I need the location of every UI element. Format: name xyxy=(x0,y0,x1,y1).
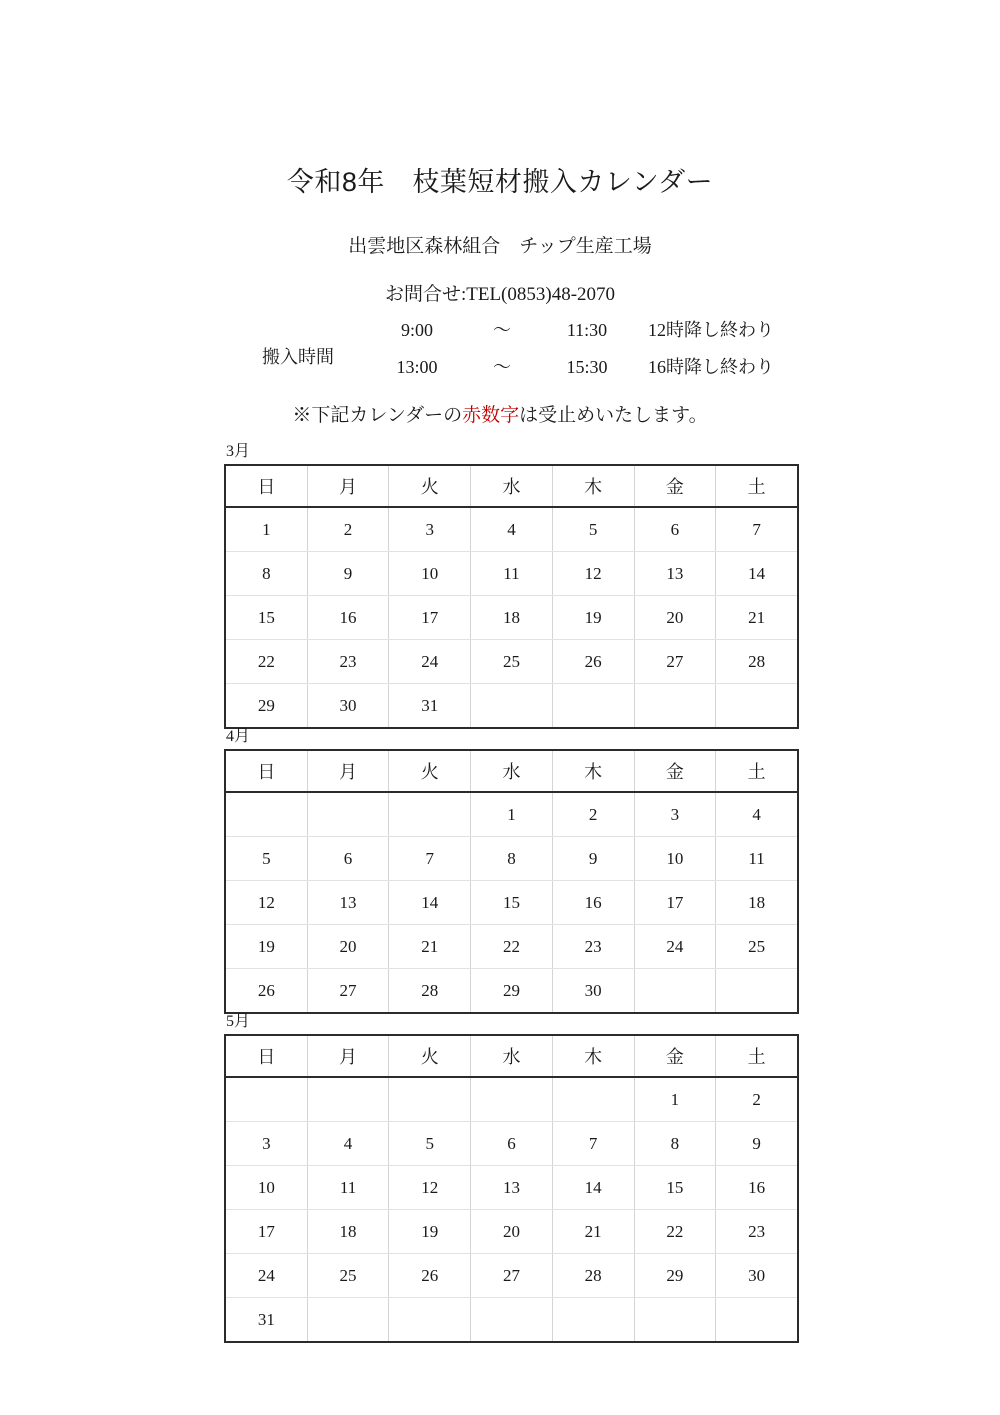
calendar-day-empty xyxy=(552,1077,634,1122)
hours-end-time: 15:30 xyxy=(566,357,608,377)
calendar-day-closed: 22 xyxy=(225,640,307,684)
calendar-day-closed: 31 xyxy=(225,1298,307,1343)
contact-telephone: お問合せ:TEL(0853)48-2070 xyxy=(384,284,616,305)
calendar-day-closed: 12 xyxy=(225,881,307,925)
calendar-day-closed: 30 xyxy=(307,684,389,729)
weekday-header-1: 月 xyxy=(307,1035,389,1077)
calendar-day-open: 28 xyxy=(552,1254,634,1298)
calendar-day-closed: 6 xyxy=(471,1122,553,1166)
calendar-head xyxy=(225,1035,798,1077)
calendar-day-open: 6 xyxy=(634,507,716,552)
calendar-day-closed: 1 xyxy=(471,792,553,837)
weekday-header-row xyxy=(225,750,798,792)
month-section-march xyxy=(224,442,775,729)
calendar-week-row xyxy=(225,552,798,596)
calendar-day-empty xyxy=(389,1077,471,1122)
calendar-day-open: 11 xyxy=(307,1166,389,1210)
calendar-day-empty xyxy=(634,684,716,729)
calendar-day-open: 26 xyxy=(389,1254,471,1298)
weekday-header-1: 月 xyxy=(307,465,389,507)
calendar-day-empty xyxy=(471,1298,553,1343)
calendar-day-open: 26 xyxy=(552,640,634,684)
calendar-day-closed: 17 xyxy=(225,1210,307,1254)
calendar-day-empty xyxy=(552,1298,634,1343)
calendar-day-empty xyxy=(471,684,553,729)
calendar-day-open: 28 xyxy=(389,969,471,1014)
calendar-week-row xyxy=(225,640,798,684)
calendar-day-empty xyxy=(716,969,798,1014)
notice-text-before: ※下記カレンダーの xyxy=(292,405,463,426)
notice-highlight: 赤数字 xyxy=(462,405,520,426)
calendar-day-closed: 19 xyxy=(225,925,307,969)
calendar-day-open: 20 xyxy=(307,925,389,969)
weekday-header-row xyxy=(225,1035,798,1077)
calendar-body xyxy=(225,792,798,1013)
calendar-day-closed: 23 xyxy=(716,1210,798,1254)
weekday-header-0: 日 xyxy=(225,465,307,507)
calendar-day-closed: 5 xyxy=(552,507,634,552)
calendar-day-closed: 7 xyxy=(716,507,798,552)
calendar-day-open: 22 xyxy=(634,1210,716,1254)
hours-note: 16時降し終わり xyxy=(648,357,774,377)
weekday-header-2: 火 xyxy=(389,465,471,507)
calendar-day-closed: 31 xyxy=(389,684,471,729)
weekday-header-0: 日 xyxy=(225,1035,307,1077)
calendar-day-open: 29 xyxy=(634,1254,716,1298)
calendar-body xyxy=(225,507,798,728)
calendar-day-open: 13 xyxy=(634,552,716,596)
calendar-day-open: 18 xyxy=(471,596,553,640)
calendar-day-closed: 20 xyxy=(634,596,716,640)
month-section-april xyxy=(224,727,775,1014)
weekday-header-6: 土 xyxy=(716,465,798,507)
calendar-day-closed: 14 xyxy=(716,552,798,596)
calendar-day-closed: 2 xyxy=(552,792,634,837)
calendar-day-open: 13 xyxy=(307,881,389,925)
calendar-day-open: 14 xyxy=(389,881,471,925)
calendar-day-open: 25 xyxy=(307,1254,389,1298)
weekday-header-2: 火 xyxy=(389,750,471,792)
weekday-header-3: 水 xyxy=(471,1035,553,1077)
calendar-day-closed: 4 xyxy=(471,507,553,552)
calendar-head xyxy=(225,750,798,792)
weekday-header-row xyxy=(225,465,798,507)
calendar-day-open: 24 xyxy=(389,640,471,684)
hours-end-time: 11:30 xyxy=(566,320,608,340)
calendar-day-open: 17 xyxy=(634,881,716,925)
calendar-day-empty xyxy=(716,684,798,729)
calendar-day-empty xyxy=(389,1298,471,1343)
calendar-day-closed: 3 xyxy=(389,507,471,552)
calendar-day-closed: 29 xyxy=(225,684,307,729)
calendar-day-open: 24 xyxy=(634,925,716,969)
calendar-day-closed: 7 xyxy=(552,1122,634,1166)
calendar-day-closed: 4 xyxy=(307,1122,389,1166)
calendar-day-open: 7 xyxy=(389,837,471,881)
calendar-day-open: 19 xyxy=(552,596,634,640)
page-title xyxy=(0,160,1000,199)
delivery-hours-rows xyxy=(374,316,784,390)
calendar-body xyxy=(225,1077,798,1342)
calendar-day-open: 30 xyxy=(552,969,634,1014)
month-label: 4月 xyxy=(226,728,251,745)
calendar-day-open: 9 xyxy=(552,837,634,881)
calendar-week-row xyxy=(225,1210,798,1254)
weekday-header-3: 水 xyxy=(471,465,553,507)
calendar-day-open: 21 xyxy=(552,1210,634,1254)
calendar-day-closed: 9 xyxy=(716,1122,798,1166)
calendar-day-open: 12 xyxy=(389,1166,471,1210)
calendar-day-empty xyxy=(307,1298,389,1343)
calendar-day-closed: 3 xyxy=(634,792,716,837)
page-title-main: 枝葉短材搬入カレンダー xyxy=(384,167,714,197)
hours-range-separator: 〜 xyxy=(493,320,511,340)
weekday-header-6: 土 xyxy=(716,1035,798,1077)
calendar-day-open: 25 xyxy=(471,640,553,684)
weekday-header-5: 金 xyxy=(634,1035,716,1077)
hours-start-time: 13:00 xyxy=(396,357,438,377)
calendar-day-closed: 8 xyxy=(225,552,307,596)
calendar-week-row xyxy=(225,969,798,1014)
calendar-day-open: 16 xyxy=(307,596,389,640)
calendar-day-closed: 2 xyxy=(307,507,389,552)
weekday-header-4: 木 xyxy=(552,1035,634,1077)
calendar-day-closed: 1 xyxy=(225,507,307,552)
calendar-day-closed: 1 xyxy=(634,1077,716,1122)
calendar-day-empty xyxy=(307,792,389,837)
month-label: 5月 xyxy=(226,1013,251,1030)
calendar-week-row xyxy=(225,1122,798,1166)
calendar-week-row xyxy=(225,792,798,837)
weekday-header-3: 水 xyxy=(471,750,553,792)
calendar-week-row xyxy=(225,881,798,925)
month-section-may xyxy=(224,1012,775,1343)
organization-name: 出雲地区森林組合 チップ生産工場 xyxy=(348,236,652,257)
calendar-day-open: 21 xyxy=(389,925,471,969)
page-title-era: 令和8年 xyxy=(286,167,385,197)
closed-days-notice xyxy=(0,400,1000,427)
weekday-header-6: 土 xyxy=(716,750,798,792)
calendar-table-march xyxy=(224,464,799,729)
calendar-day-open: 11 xyxy=(471,552,553,596)
calendar-day-open: 6 xyxy=(307,837,389,881)
calendar-week-row xyxy=(225,1077,798,1122)
calendar-day-open: 19 xyxy=(389,1210,471,1254)
calendar-day-closed: 16 xyxy=(716,1166,798,1210)
calendar-day-closed: 21 xyxy=(716,596,798,640)
weekday-header-2: 火 xyxy=(389,1035,471,1077)
hours-range-separator: 〜 xyxy=(493,357,511,377)
calendar-day-open: 17 xyxy=(389,596,471,640)
calendar-week-row xyxy=(225,1254,798,1298)
calendar-day-open: 10 xyxy=(389,552,471,596)
calendar-week-row xyxy=(225,684,798,729)
calendar-day-open: 9 xyxy=(307,552,389,596)
calendar-day-empty xyxy=(225,792,307,837)
calendar-day-open: 10 xyxy=(634,837,716,881)
calendar-day-empty xyxy=(716,1298,798,1343)
calendar-day-closed: 2 xyxy=(716,1077,798,1122)
calendar-day-open: 27 xyxy=(307,969,389,1014)
calendar-day-closed: 28 xyxy=(716,640,798,684)
notice-text-after: は受止めいたします。 xyxy=(519,405,708,426)
calendar-day-empty xyxy=(552,684,634,729)
calendar-day-closed: 5 xyxy=(225,837,307,881)
delivery-hours-row xyxy=(374,353,784,390)
calendar-day-closed: 11 xyxy=(716,837,798,881)
calendar-day-empty xyxy=(634,1298,716,1343)
calendar-day-closed: 4 xyxy=(716,792,798,837)
calendar-day-closed: 8 xyxy=(634,1122,716,1166)
calendar-table-may xyxy=(224,1034,799,1343)
calendar-day-empty xyxy=(471,1077,553,1122)
calendar-week-row xyxy=(225,1298,798,1343)
weekday-header-5: 金 xyxy=(634,465,716,507)
calendar-head xyxy=(225,465,798,507)
calendar-day-closed: 29 xyxy=(471,969,553,1014)
calendar-day-open: 23 xyxy=(307,640,389,684)
calendar-day-open: 18 xyxy=(307,1210,389,1254)
calendar-table-april xyxy=(224,749,799,1014)
calendar-week-row xyxy=(225,1166,798,1210)
calendar-day-open: 14 xyxy=(552,1166,634,1210)
weekday-header-5: 金 xyxy=(634,750,716,792)
calendar-day-open: 15 xyxy=(634,1166,716,1210)
hours-start-time: 9:00 xyxy=(400,320,433,340)
calendar-day-open: 16 xyxy=(552,881,634,925)
calendar-day-open: 23 xyxy=(552,925,634,969)
calendar-day-closed: 18 xyxy=(716,881,798,925)
calendar-day-open: 13 xyxy=(471,1166,553,1210)
weekday-header-4: 木 xyxy=(552,750,634,792)
weekday-header-4: 木 xyxy=(552,465,634,507)
month-label: 3月 xyxy=(226,443,251,460)
calendar-week-row xyxy=(225,507,798,552)
calendar-day-closed: 10 xyxy=(225,1166,307,1210)
calendar-day-closed: 15 xyxy=(225,596,307,640)
calendar-day-empty xyxy=(307,1077,389,1122)
calendar-day-open: 27 xyxy=(471,1254,553,1298)
calendar-day-open: 12 xyxy=(552,552,634,596)
calendar-day-closed: 3 xyxy=(225,1122,307,1166)
weekday-header-1: 月 xyxy=(307,750,389,792)
calendar-day-closed: 5 xyxy=(389,1122,471,1166)
calendar-day-closed: 24 xyxy=(225,1254,307,1298)
delivery-hours-row xyxy=(374,316,784,353)
calendar-day-closed: 30 xyxy=(716,1254,798,1298)
calendar-day-open: 22 xyxy=(471,925,553,969)
calendar-week-row xyxy=(225,596,798,640)
calendar-day-open: 8 xyxy=(471,837,553,881)
calendar-day-empty xyxy=(389,792,471,837)
calendar-day-empty xyxy=(225,1077,307,1122)
calendar-day-closed: 25 xyxy=(716,925,798,969)
calendar-day-empty xyxy=(634,969,716,1014)
weekday-header-0: 日 xyxy=(225,750,307,792)
calendar-week-row xyxy=(225,837,798,881)
calendar-week-row xyxy=(225,925,798,969)
calendar-day-closed: 26 xyxy=(225,969,307,1014)
calendar-day-open: 15 xyxy=(471,881,553,925)
delivery-hours-label: 搬入時間 xyxy=(262,347,334,367)
calendar-day-open: 27 xyxy=(634,640,716,684)
calendar-day-open: 20 xyxy=(471,1210,553,1254)
hours-note: 12時降し終わり xyxy=(648,320,774,340)
